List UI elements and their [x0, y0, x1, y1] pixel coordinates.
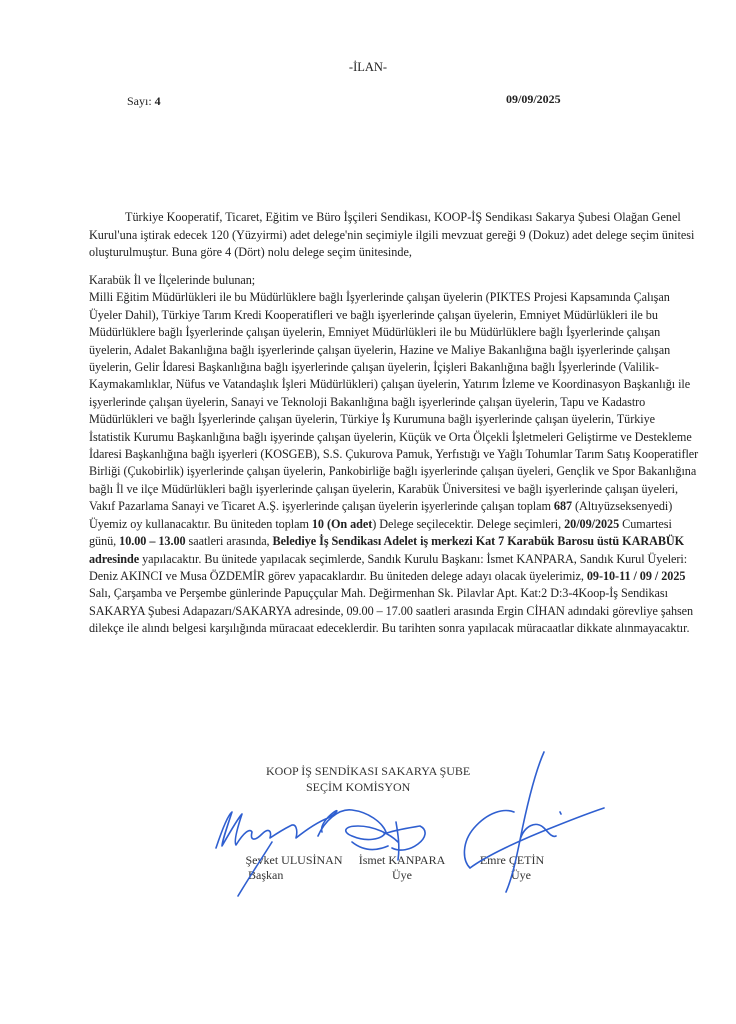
election-hours: 10.00 – 13.00	[119, 534, 186, 549]
body-part5: saatleri arasında,	[185, 534, 273, 549]
document-number	[127, 94, 161, 109]
signatory-chair	[234, 853, 354, 883]
body-part4: Cumartesi günü,	[89, 516, 672, 549]
election-date: 20/09/2025	[564, 516, 620, 531]
member-count: 687	[553, 499, 573, 514]
body-part2: (Altıyüzseksenyedi) Üyemiz oy kullanacaktır. Bu üniteden toplam	[89, 499, 673, 531]
election-address: Belediye İş Sendikası Adelet iş merkezi Kat 7 Karabük Barosu üstü KARABÜK adresinde	[89, 534, 685, 566]
document-number-value: 4	[154, 94, 161, 108]
location-line: Karabük İl ve İlçelerinde bulunan;	[89, 273, 256, 287]
document-date: 09/09/2025	[506, 92, 561, 106]
signatory-name: Emre ÇETİN	[479, 853, 545, 867]
body-part3: ) Delege seçilecektir. Delege seçimleri,	[372, 516, 565, 531]
intro-text: Türkiye Kooperatif, Ticaret, Eğitim ve Büro İşçileri Sendikası, KOOP-İŞ Sendikası Sakarya Şubesi Olağan Genel Kurul'una iştirak edecek 120 (Yüzyirmi) adet delege'nin seçimiyle ilgili mevzuat gereği 9 (Dokuz) adet delege seçim ünitesi oluşturulmuştur. Buna göre 4 (Dört) nolu delege seçim ünitesinde,	[89, 210, 695, 259]
body-paragraph	[89, 272, 699, 638]
commission-line1: KOOP İŞ SENDİKASI SAKARYA ŞUBE	[266, 764, 471, 778]
document-title: -İLAN-	[348, 60, 388, 74]
body-part7: Salı, Çarşamba ve Perşembe günlerinde Papuççular Mah. Değirmenhan Sk. Pilavlar Apt. Kat:2 D:3-4Koop-İş Sendikası SAKARYA Şubesi Adapazarı/SAKARYA adresinde, 09.00 – 17.00 saatleri arasında Ergin CİHAN adındaki görevliye şahsen dilekçe ile alındı belgesi karşılığında müracaat edeceklerdir. Bu tarihten sonra yapılacak müracaatlar dikkate alınmayacaktır.	[89, 586, 694, 636]
body-text	[89, 289, 699, 637]
signatory-role: Başkan	[248, 868, 284, 882]
body-part6: yapılacaktır. Bu ünitede yapılacak seçimlerde, Sandık Kurulu Başkanı: İsmet KANPARA, Sandık Kurul Üyeleri: Deniz AKINCI ve Musa ÖZDEMİR görev yapacaklardır. Bu üniteden delege adayı olacak üyelerimiz,	[89, 551, 688, 583]
commission-line2: SEÇİM KOMİSYON	[306, 780, 411, 794]
document-number-label: Sayı:	[127, 94, 152, 108]
signatory-member-1	[352, 853, 452, 883]
body-part1: Milli Eğitim Müdürlükleri ile bu Müdürlüklere bağlı İşyerlerinde çalışan üyelerin (PIKTES Projesi Kapsamında Çalışan Üyeler Dahil), Türkiye Tarım Kredi Kooperatifleri ve bağlı işyerlerinde çalışan üyelerin, Emniyet Müdürlükleri ile bu Müdürlüklere bağlı İşyerlerinde çalışan üyelerin, Emniyet Müdürlükleri ile bu Müdürlüklere bağlı İşyerlerinde çalışan üyelerin, Adalet Bakanlığına bağlı işyerlerinde çalışan üyelerin, Hazine ve Maliye Bakanlığına bağlı işyerlerinde çalışan üyelerin, Gelir İdaresi Başkanlığına bağlı işyerlerinde çalışan üyelerin, İçişleri Bakanlığına bağlı İşyerlerinde (Valilik-Kaymakamlıklar, Nüfus ve Vatandaşlık İşleri Müdürlükleri) çalışan üyelerin, Yatırım İzleme ve Koordinasyon Başkanlığı ile işyerlerinde çalışan üyelerin, Sanayi ve Teknoloji Bakanlığına bağlı işyerlerinde çalışan üyelerin, Tapu ve Kadastro Müdürlükleri ve bağlı İşyerlerinde çalışan üyelerin, Türkiye İş Kurumuna bağlı işyerlerinde çalışan üyelerin, Türkiye İstatistik Kurumu Başkanlığına bağlı işyerinde çalışan üyelerin, Küçük ve Orta Ölçekli İşletmeleri Geliştirme ve Destekleme İdaresi Başkanlığına bağlı işyerleri (KOSGEB), S.S. Çukurova Pamuk, Yerfıstığı ve Yağlı Tohumlar Tarım Satış Kooperatifler Birliği (Çukobirlik) işyerlerinde çalışan üyelerin, Pankobirliğe bağlı işyerlerinde çalışan üyeleri, Gençlik ve Spor Bakanlığına bağlı İl ve ilçe Müdürlükleri bağlı işyerlerinde çalışan üyelerin, Karabük Üniversitesi ve bağlı işyerlerinde çalışan üyeleri, Vakıf Pazarlama Sanayi ve Ticaret A.Ş. işyerlerinde çalışan üyelerin işyerlerinde çalışan toplam	[89, 290, 699, 514]
signatory-role: Üye	[511, 868, 531, 882]
signatory-name: Şevket ULUSİNAN	[245, 853, 343, 867]
application-dates: 09-10-11 / 09 / 2025	[586, 568, 686, 583]
signatory-role: Üye	[392, 868, 412, 882]
delegate-count: 10 (On adet	[311, 516, 373, 531]
signatory-member-2	[462, 853, 562, 883]
intro-paragraph	[89, 209, 699, 262]
signatory-name: İsmet KANPARA	[358, 853, 446, 867]
